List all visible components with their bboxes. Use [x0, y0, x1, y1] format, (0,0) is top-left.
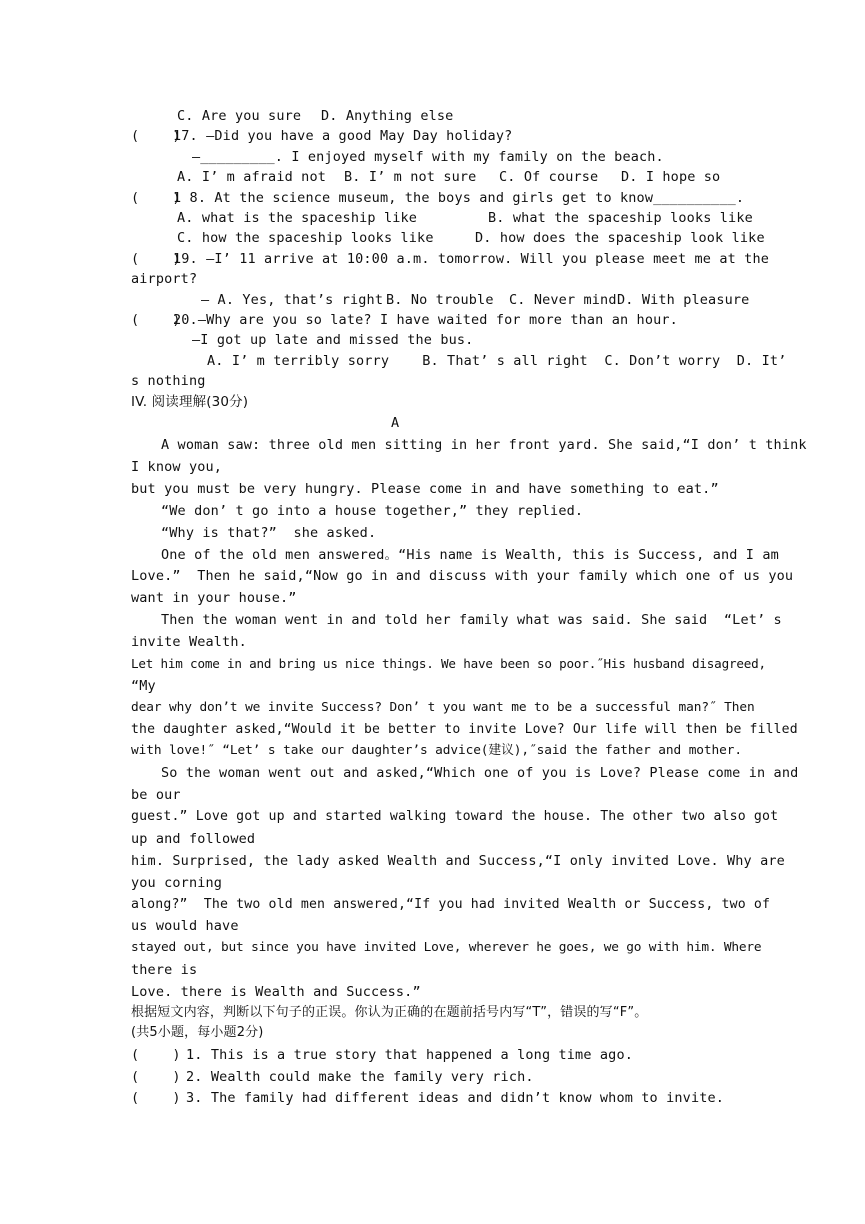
q17-question: 17. —Did you have a good May Day holiday? — [173, 128, 513, 144]
passage-line: with love!˝ “Let’ s take our daughter’s advice(建议),˝said the father and mother. — [131, 743, 742, 758]
q19-question-line2: airport? — [131, 271, 198, 287]
passage-line: along?” The two old men answered,“If you had invited Wealth or Success, two of — [131, 897, 771, 912]
q18-option-c: C. how the spaceship looks like — [177, 230, 434, 246]
answer-bracket[interactable]: ( ) — [131, 312, 181, 328]
instructions-line1: 根据短文内容，判断以下句子的正误。你认为正确的在题前括号内写“T”，错误的写“F”。 — [131, 1005, 648, 1020]
q17-option-c: C. Of course — [499, 169, 599, 185]
q19-option-c: C. Never mind — [509, 292, 617, 308]
passage-line: I know you, — [131, 459, 223, 475]
q19-question-line1: 19. —I’ 11 arrive at 10:00 a.m. tomorrow. Will you please meet me at the — [173, 251, 769, 267]
passage-line: A woman saw: three old men sitting in her front yard. She said,“I don’ t think — [161, 437, 807, 453]
passage-line: “We don’ t go into a house together,” they replied. — [161, 503, 584, 519]
passage-line: us would have — [131, 918, 239, 934]
answer-bracket[interactable]: ( ) — [131, 190, 181, 206]
q18-option-d: D. how does the spaceship look like — [475, 230, 765, 246]
q16-option-d: D. Anything else — [321, 108, 454, 124]
passage-line: Then the woman went in and told her family what was said. She said “Let’ s — [161, 612, 782, 628]
q19-option-d: D. With pleasure — [617, 292, 750, 308]
q18-option-a: A. what is the spaceship like — [177, 210, 418, 226]
instructions-line2: (共5小题，每小题2分) — [131, 1025, 264, 1040]
q17-option-a: A. I’ m afraid not — [177, 169, 326, 185]
q19-option-a: — A. Yes, that’s right — [201, 292, 384, 308]
passage-line: dear why don’t we invite Success? Don’ t you want me to be a successful man?˝ Then — [131, 700, 755, 715]
passage-line: there is — [131, 962, 198, 978]
tf-question-1: 1. This is a true story that happened a long time ago. — [186, 1047, 633, 1063]
passage-label: A — [391, 415, 400, 431]
passage-line: you corning — [131, 875, 223, 891]
q17-option-b: B. I’ m not sure — [344, 169, 477, 185]
passage-line: want in your house.” — [131, 590, 297, 606]
q17-reply: —_________. I enjoyed myself with my family on the beach. — [192, 149, 664, 165]
tf-question-3: 3. The family had different ideas and didn’t know whom to invite. — [186, 1090, 725, 1106]
answer-bracket[interactable]: ( ) — [131, 251, 181, 267]
tf-question-2: 2. Wealth could make the family very rich. — [186, 1069, 534, 1085]
answer-bracket[interactable]: ( ) — [131, 1090, 181, 1106]
q16-option-c: C. Are you sure — [177, 108, 302, 124]
q20-options-cont: s nothing — [131, 373, 206, 389]
passage-line: invite Wealth. — [131, 634, 247, 650]
answer-bracket[interactable]: ( ) — [131, 1069, 181, 1085]
answer-bracket[interactable]: ( ) — [131, 1047, 181, 1063]
passage-line: stayed out, but since you have invited Love, wherever he goes, we go with him. Where — [131, 940, 762, 955]
passage-line: Love. there is Wealth and Success.” — [131, 984, 421, 1000]
answer-bracket[interactable]: ( ) — [131, 128, 181, 144]
passage-line: So the woman went out and asked,“Which one of you is Love? Please come in and — [161, 765, 799, 781]
passage-line: “Why is that?” she asked. — [161, 525, 377, 541]
passage-line: the daughter asked,“Would it be better to invite Love? Our life will then be filled — [131, 722, 798, 737]
passage-line: Let him come in and bring us nice things. We have been so poor.˝His husband disagreed, — [131, 656, 766, 671]
passage-line: him. Surprised, the lady asked Wealth and Success,“I only invited Love. Why are — [131, 853, 785, 869]
passage-line: guest.” Love got up and started walking toward the house. The other two also got — [131, 809, 779, 824]
q19-option-b: B. No trouble — [386, 292, 494, 308]
q18-option-b: B. what the spaceship looks like — [488, 210, 753, 226]
passage-line: Love.” Then he said,“Now go in and discuss with your family which one of us you — [131, 568, 794, 584]
q18-question: 1 8. At the science museum, the boys and girls get to know__________. — [173, 190, 745, 206]
q20-question: 20.—Why are you so late? I have waited for more than an hour. — [173, 312, 678, 328]
passage-line: be our — [131, 787, 181, 803]
q20-options: A. I’ m terribly sorry B. That’ s all right C. Don’t worry D. It’ — [207, 353, 787, 369]
passage-line: but you must be very hungry. Please come in and have something to eat.” — [131, 481, 719, 497]
passage-line: up and followed — [131, 831, 256, 847]
passage-line: One of the old men answered。“His name is Wealth, this is Success, and I am — [161, 547, 779, 563]
q17-option-d: D. I hope so — [621, 169, 721, 185]
passage-line: “My — [131, 678, 156, 694]
section-heading: IV. 阅读理解(30分) — [131, 394, 249, 410]
q20-reply: —I got up late and missed the bus. — [192, 332, 474, 348]
